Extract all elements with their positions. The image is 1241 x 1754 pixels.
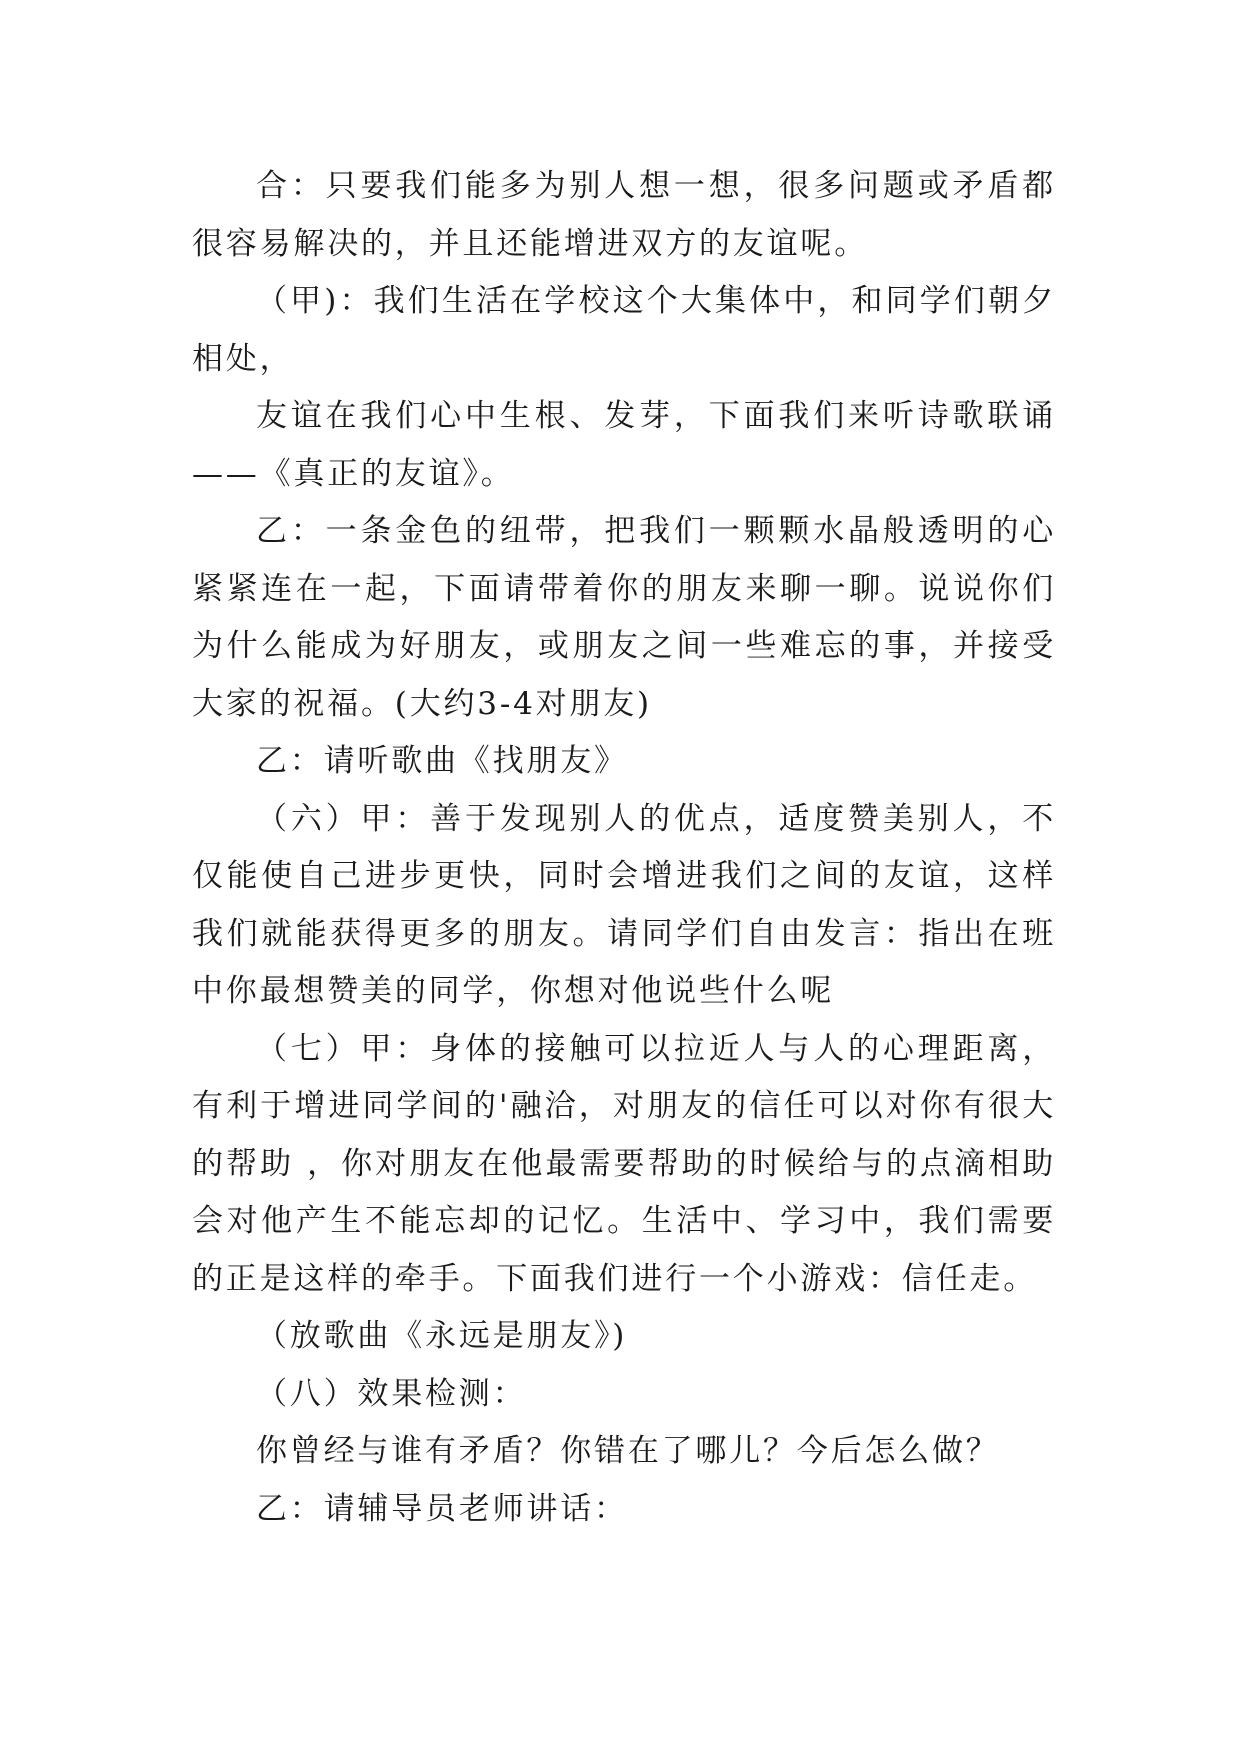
paragraph-8: （放歌曲《永远是朋友》) xyxy=(256,1318,628,1354)
paragraph-10: 你曾经与谁有矛盾？你错在了哪儿？今后怎么做？ xyxy=(256,1433,1000,1469)
paragraph-5: 乙：请听歌曲《找朋友》 xyxy=(256,743,628,779)
paragraph-2: （甲)：我们生活在学校这个大集体中，和同学们朝夕相处， xyxy=(192,283,1056,377)
paragraph-11: 乙：请辅导员老师讲话： xyxy=(256,1490,628,1527)
paragraph-7: （七）甲：身体的接触可以拉近人与人的心理距离，有利于增进同学间的'融洽，对朋友的信任可以对你有很大的帮助 ，你对朋友在他最需要帮助的时候给与的点滴相助会对他产生不能忘却的记忆。生活中、学习中，我们需要的正是这样的牵手。下面我们进行一个小游戏：信任走。 xyxy=(192,1030,1056,1297)
paragraph-3: 友谊在我们心中生根、发芽，下面我们来听诗歌联诵——《真正的友谊》。 xyxy=(192,398,1056,492)
paragraph-9: （八）效果检测： xyxy=(256,1375,527,1412)
document-body xyxy=(192,158,1056,1538)
paragraph-6: （六）甲：善于发现别人的优点，适度赞美别人，不仅能使自己进步更快，同时会增进我们之间的友谊，这样我们就能获得更多的朋友。请同学们自由发言：指出在班中你最想赞美的同学，你想对他说些什么呢 xyxy=(192,800,1056,1009)
paragraph-4: 乙：一条金色的纽带，把我们一颗颗水晶般透明的心紧紧连在一起，下面请带着你的朋友来聊一聊。说说你们为什么能成为好朋友，或朋友之间一些难忘的事，并接受大家的祝福。(大约3-4对朋友) xyxy=(192,513,1056,722)
paragraph-1: 合：只要我们能多为别人想一想，很多问题或矛盾都很容易解决的，并且还能增进双方的友谊呢。 xyxy=(192,168,1056,262)
